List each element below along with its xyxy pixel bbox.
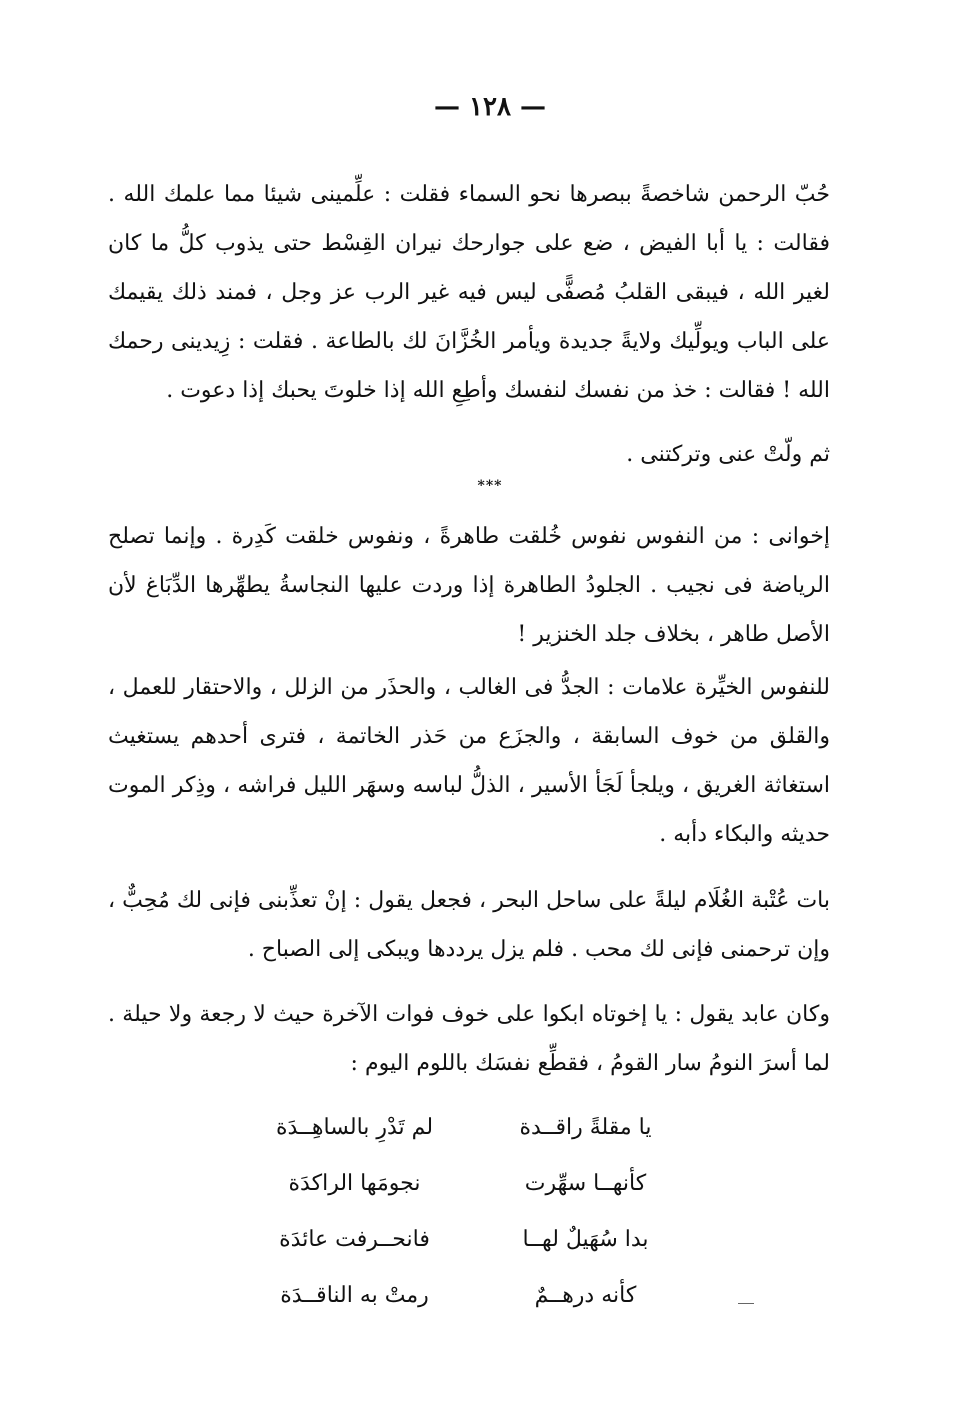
poem-first-hemistich: كأنهــا سهِّرت (524, 1171, 647, 1196)
page-mark (738, 1303, 754, 1304)
poem (260, 1100, 680, 1324)
section-separator: *** (477, 478, 503, 494)
poem-second-hemistich: رمتْ به الناقــدَة (280, 1283, 429, 1308)
poem-first-hemistich: كأنه درهــمٌ (534, 1283, 637, 1308)
poem-line (260, 1212, 680, 1268)
poem-line (260, 1156, 680, 1212)
paragraph-departure: ثم ولّتْ عنى وتركتنى . (626, 442, 830, 467)
poem-line (260, 1100, 680, 1156)
paragraph-pure-souls: إخوانى : من النفوس نفوس خُلقت طاهرةً ، ونفوس خلقت كَدِرة . وإنما تصلح الرياضة فى نجيب . الجلودُ الطاهرة إذا وردت عليها النجاسةُ يطهِّرها الدِّبَاغ لأن الأصل طاهر ، بخلاف جلد الخنزير ! (108, 524, 830, 647)
poem-second-hemistich: نجومَها الراكدَة (288, 1171, 421, 1196)
poem-line (260, 1268, 680, 1324)
poem-first-hemistich: يا مقلةً راقــدة (519, 1115, 652, 1140)
poem-second-hemistich: لم تَدْرِ بالساهِــدَة (275, 1115, 434, 1140)
paragraph-rabia-advice: حُبّ الرحمن شاخصةً ببصرها نحو السماء فقلت : علِّمينى شيئا مما علمك الله . فقالت : يا أبا الفيض ، ضع على جوارحك نيران القِسْط حتى يذوب كلُّ ما كان لغير الله ، فيبقى القلبُ مُصفًّى ليس فيه غير الرب عز وجل ، فمند ذلك يقيمك على الباب ويولِّيك ولايةً جديدة ويأمر الخُزَّانَ لك بالطاعة . فقلت : زِيدينى رحمك الله ! فقالت : خذ من نفسك لنفسك وأطِعِ الله إذا خلوتَ يحبك إذا دعوت . (108, 182, 830, 403)
page-number: — ١٢٨ — (433, 92, 547, 122)
paragraph-signs-of-good-souls: للنفوس الخيِّرة علامات : الجدُّ فى الغالب ، والحذَر من الزلل ، والاحتقار للعمل ، والقلق من خوف السابقة ، والجزَع من حَذر الخاتمة ، فترى أحدهم يستغيث استغاثة الغريق ، ويلجأ لَجَأ الأسير ، الذلُّ لباسه وسهَر الليل فراشه ، وذِكر الموت حديثه والبكاء دأبه . (108, 675, 830, 847)
paragraph-utba: بات عُتْبة الغُلَام ليلةً على ساحل البحر ، فجعل يقول : إنْ تعذِّبنى فإنى لك مُحِبٌّ ، وإن ترحمنى فإنى لك محب . فلم يزل يرددها ويبكى إلى الصباح . (108, 888, 830, 962)
poem-second-hemistich: فانحــرفت عائدَة (279, 1227, 430, 1252)
paragraph-worshipper: وكان عابد يقول : يا إخوتاه ابكوا على خوف فوات الآخرة حيث لا رجعة ولا حيلة . لما أسرَ النومُ سار القومُ ، فقطِّع نفسَك باللوم اليوم : (108, 1002, 830, 1076)
poem-first-hemistich: بدا سُهَيلٌ لهــا (522, 1227, 649, 1252)
